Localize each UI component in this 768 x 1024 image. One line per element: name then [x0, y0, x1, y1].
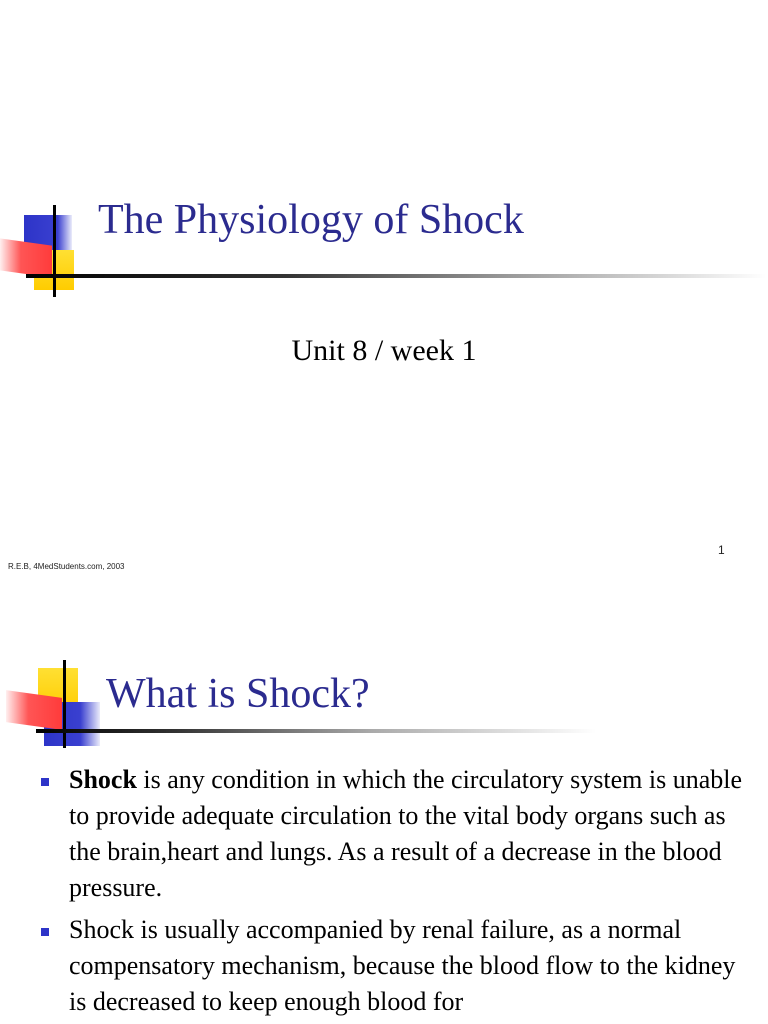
bullet-list — [0, 762, 768, 1024]
bullet-text: is any condition in which the circulatory system is unable to provide adequate circulation to the vital body organs such as the brain,heart and lungs. As a result of a decrease in the blood pressure. — [69, 765, 743, 902]
red-stripe-icon — [6, 690, 62, 730]
bullet-text: Shock is usually accompanied by renal failure, as a normal compensatory mechanism, because the blood flow to the kidney is decreased to keep enough blood for — [69, 915, 736, 1016]
bullet-square-icon — [41, 928, 49, 936]
list-item — [0, 912, 768, 1020]
bullet-square-icon — [41, 778, 49, 786]
list-item — [0, 762, 768, 906]
footer-credit: R.E.B, 4MedStudents.com, 2003 — [8, 562, 125, 571]
slide-1-subtitle: Unit 8 / week 1 — [291, 334, 477, 367]
slide-1-title: The Physiology of Shock — [98, 197, 524, 243]
slide-2-title: What is Shock? — [106, 671, 370, 717]
logo-blocks-icon — [0, 200, 110, 300]
vertical-line — [63, 660, 66, 748]
logo-blocks-icon — [0, 660, 110, 750]
red-stripe-icon — [0, 238, 52, 277]
bullet-bold-term: Shock — [69, 765, 137, 794]
title-rule — [36, 729, 596, 733]
page-number: 1 — [718, 543, 725, 557]
title-rule — [26, 274, 766, 278]
vertical-line — [53, 205, 56, 297]
